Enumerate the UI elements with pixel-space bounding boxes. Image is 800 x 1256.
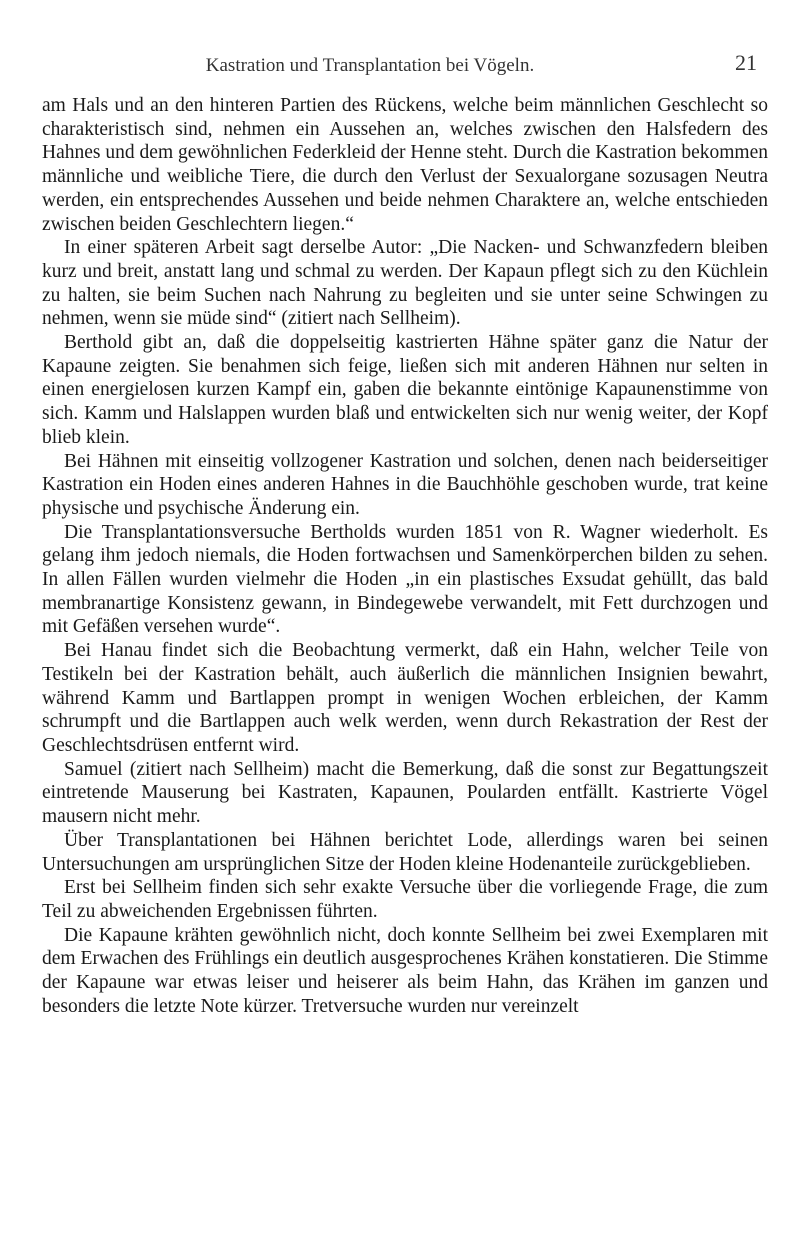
paragraph: Bei Hanau findet sich die Beobachtung vermerkt, daß ein Hahn, welcher Teile von Testikeln bei der Kastration behält, auch äußerlich die männlichen Insignien bewahrt, während Kamm und Bartlappen prompt in wenigen Wochen erbleichen, der Kamm schrumpft und die Bartlappen auch welk werden, wenn durch Rekastration der Rest der Geschlechtsdrüsen entfernt wird.: [42, 640, 768, 756]
paragraph: am Hals und an den hinteren Partien des Rückens, welche beim männlichen Geschlecht so charakteristisch sind, nehmen ein Aussehen an, welches zwischen den Halsfedern des Hahnes und dem gewöhnlichen Federkleid der Henne steht. Durch die Kastration bekommen männliche und weibliche Tiere, die durch den Verlust der Sexualorgane sozusagen Neutra werden, ein entsprechendes Aussehen und beide nehmen Charaktere an, welche entschieden zwischen beiden Geschlechtern liegen.“: [42, 95, 768, 235]
paragraph: Bei Hähnen mit einseitig vollzogener Kastration und solchen, denen nach beiderseitiger Kastration ein Hoden eines anderen Hahnes in die Bauchhöhle geschoben wurde, trat keine physische und psychische Änderung ein.: [42, 450, 768, 519]
body-text: [42, 94, 768, 1018]
running-title: Kastration und Transplantation bei Vögeln.: [205, 55, 535, 76]
paragraph: Über Transplantationen bei Hähnen berichtet Lode, allerdings waren bei seinen Untersuchungen am ursprünglichen Sitze der Hoden kleine Hodenanteile zurückgeblieben.: [42, 829, 768, 875]
paragraph: Berthold gibt an, daß die doppelseitig kastrierten Hähne später ganz die Natur der Kapaune zeigten. Sie benahmen sich feige, ließen sich mit anderen Hähnen nur selten in einen energielosen kurzen Kampf ein, gaben die bekannte eintönige Kapaunenstimme von sich. Kamm und Halslappen wurden blaß und entwickelten sich nur wenig weiter, der Kopf blieb klein.: [42, 332, 768, 448]
paragraph: Die Kapaune krähten gewöhnlich nicht, doch konnte Sellheim bei zwei Exemplaren mit dem Erwachen des Frühlings ein deutlich ausgesprochenes Krähen konstatieren. Die Stimme der Kapaune war etwas leiser und heiserer als beim Hahn, das Krähen im ganzen und besonders die letzte Note kürzer. Tretversuche wurden nur vereinzelt: [42, 924, 768, 1017]
paragraph: Samuel (zitiert nach Sellheim) macht die Bemerkung, daß die sonst zur Begattungszeit eintretende Mauserung bei Kastraten, Kapaunen, Poularden entfällt. Kastrierte Vögel mausern nicht mehr.: [42, 758, 768, 828]
paragraph: Die Transplantationsversuche Bertholds wurden 1851 von R. Wagner wiederholt. Es gelang ihm jedoch niemals, die Hoden fortwachsen und Samenkörperchen bilden zu sehen. In allen Fällen wurden vielmehr die Hoden „in ein plastisches Exsudat gehüllt, das bald membranartige Konsistenz gewann, in Bindegewebe verwandelt, mit Fett durchzogen und mit Gefäßen versehen wurde“.: [42, 521, 768, 638]
paragraph: In einer späteren Arbeit sagt derselbe Autor: „Die Nacken- und Schwanzfedern bleiben kurz und breit, anstatt lang und schmal zu werden. Der Kapaun pflegt sich zu den Küchlein zu halten, sie beim Suchen nach Nahrung zu begleiten und sie unter seine Schwingen zu nehmen, wenn sie müde sind“ (zitiert nach Sellheim).: [42, 237, 768, 330]
page-number: 21: [735, 50, 757, 75]
paragraph: Erst bei Sellheim finden sich sehr exakte Versuche über die vorliegende Frage, die zum Teil zu abweichenden Ergebnissen führten.: [42, 877, 768, 922]
